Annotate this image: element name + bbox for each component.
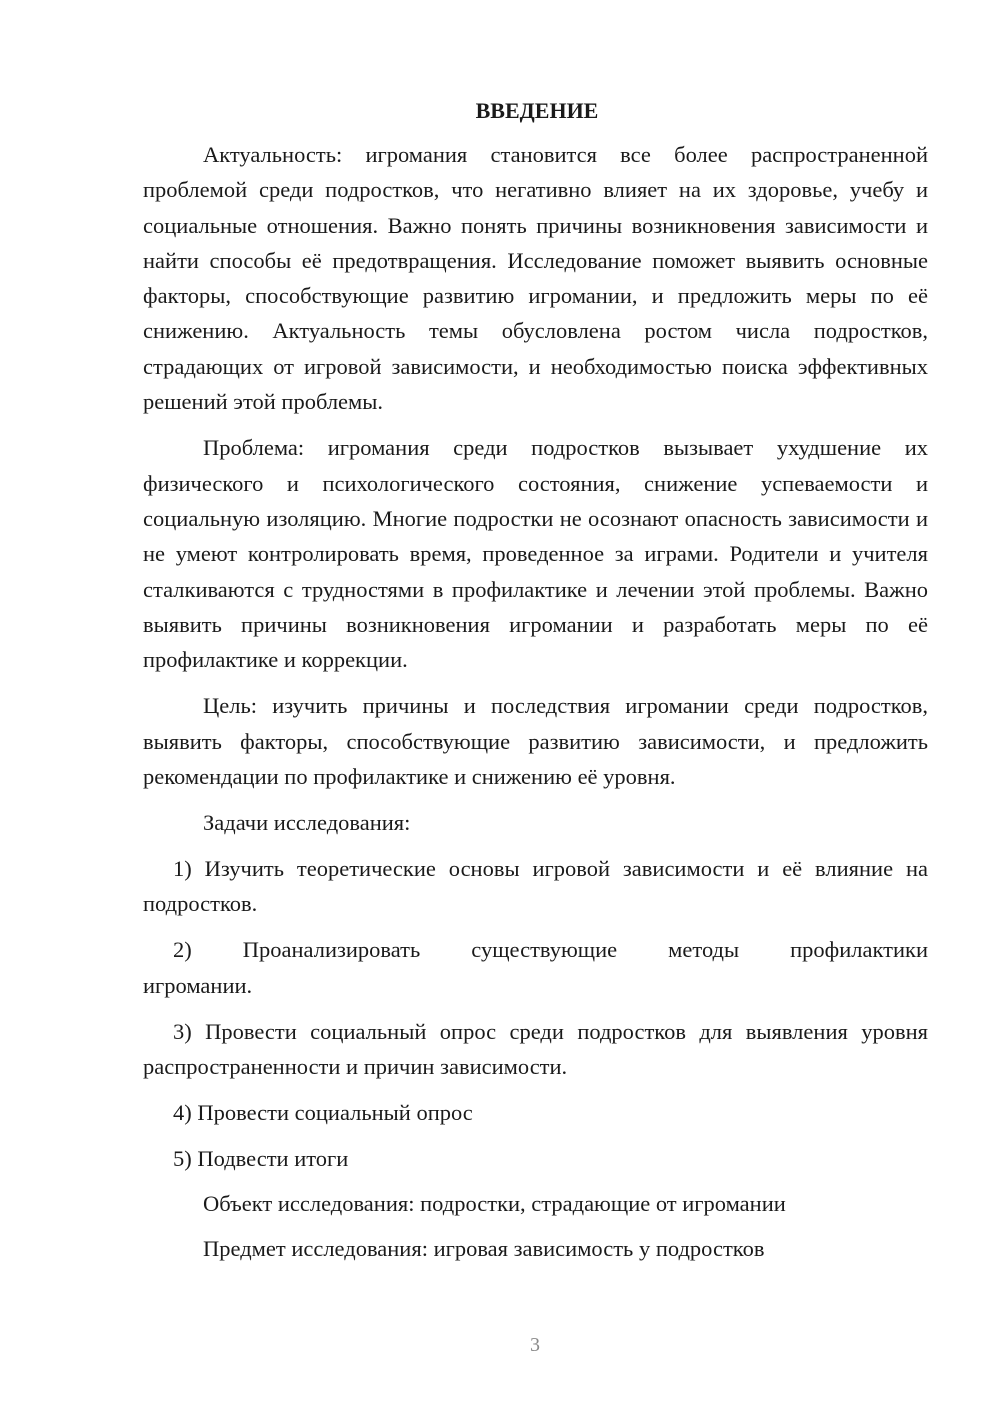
- page-number: 3: [530, 1334, 540, 1356]
- task-item-3: 3) Провести социальный опрос среди подростков для выявления уровня распространенности и причин зависимости.: [143, 1018, 928, 1080]
- relevance-paragraph: Актуальность: игромания становится все более распространенной проблемой среди подростков, что негативно влияет на их здоровье, учебу и социальные отношения. Важно понять причины возникновения зависимости и найти способы её предотвращения. Исследование поможет выявить основные факторы, способствующие развитию игромании, и предложить меры по её снижению. Актуальность темы обусловлена ростом числа подростков, страдающих от игровой зависимости, и необходимостью поиска эффективных решений этой проблемы.: [143, 142, 928, 415]
- research-subject: Предмет исследования: игровая зависимость у подростков: [203, 1236, 765, 1262]
- task-item-1: 1) Изучить теоретические основы игровой зависимости и её влияние на подростков.: [143, 855, 928, 916]
- research-object: Объект исследования: подростки, страдающие от игромании: [203, 1191, 786, 1217]
- task-item-2: [143, 932, 928, 1003]
- section-title: ВВЕДЕНИЕ: [475, 98, 599, 123]
- page-content: [143, 95, 928, 1277]
- task-item-2-line-2: игромании.: [143, 972, 253, 998]
- tasks-heading: Задачи исследования:: [203, 810, 411, 836]
- problem-paragraph: Проблема: игромания среди подростков вызывает ухудшение их физического и психологического состояния, снижение успеваемости и социальную изоляцию. Многие подростки не осознают опасность зависимости и не умеют контролировать время, проведенное за играми. Родители и учителя сталкиваются с трудностями в профилактике и лечении этой проблемы. Важно выявить причины возникновения игромании и разработать меры по её профилактике и коррекции.: [143, 435, 928, 673]
- task-item-2-line-1: 2) Проанализировать существующие методы профилактики: [173, 937, 928, 963]
- goal-paragraph: Цель: изучить причины и последствия игромании среди подростков, выявить факторы, способствующие развитию зависимости, и предложить рекомендации по профилактике и снижению её уровня.: [143, 693, 928, 790]
- task-item-5: 5) Подвести итоги: [173, 1145, 349, 1171]
- task-item-4: 4) Провести социальный опрос: [173, 1100, 473, 1126]
